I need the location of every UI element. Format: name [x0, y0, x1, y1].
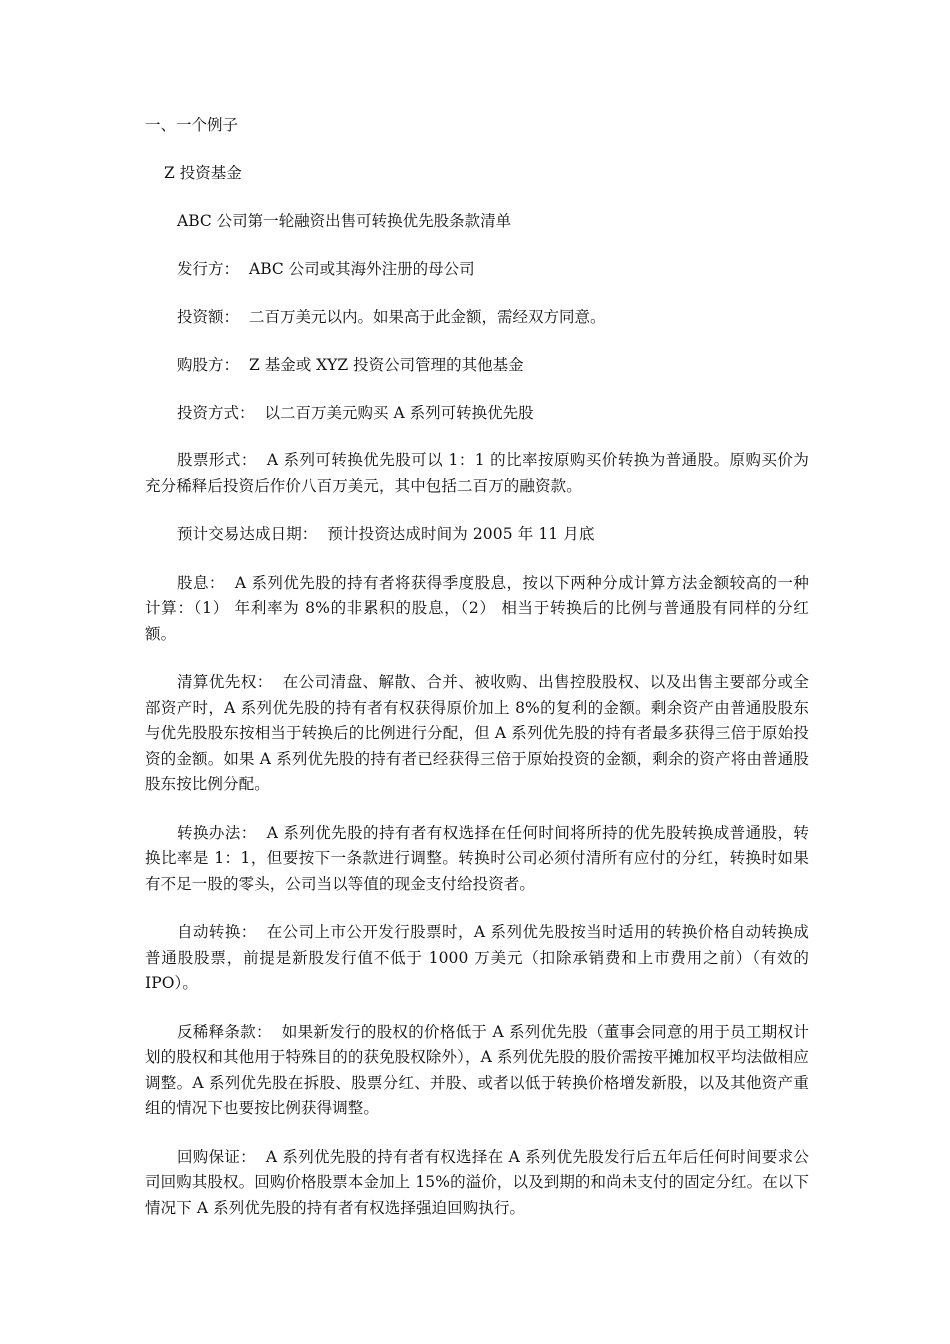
term-label: 投资额： — [177, 308, 240, 326]
clause-closing-date — [145, 522, 809, 548]
clause-share-form — [145, 448, 809, 499]
clause-text: A 系列优先股的持有者有权选择在 A 系列优先股发行后五年后任何时间要求公司回购其股权。回购价格股票本金加上 15%的溢价，以及到期的和尚未支付的固定分红。在以下情况下 A 系列优先股的持有者有权选择强迫回购执行。 — [145, 1147, 809, 1217]
clause-text: A 系列优先股的持有者将获得季度股息，按以下两种分成计算方法金额较高的一种计算：（1） 年利率为 8%的非累积的股息，（2） 相当于转换后的比例与普通股有同样的分红额。 — [145, 573, 809, 643]
section-heading: 一、一个例子 — [145, 116, 239, 134]
clause-label: 转换办法： — [177, 823, 257, 842]
term-purchaser — [145, 352, 809, 379]
clause-liquidation-preference — [145, 670, 809, 798]
fund-name: Z 投资基金 — [164, 164, 242, 182]
clause-text: 如果新发行的股权的价格低于 A 系列优先股（董事会同意的用于员工期权计划的股权和其他用于特殊目的的获免股权除外），A 系列优先股的股价需按平摊加权平均法做相应调整。A 系列优先股在拆股、股票分红、并股、或者以低于转换价格增发新股，以及其他资产重组的情况下也要按比例获得调整。 — [145, 1022, 809, 1117]
clause-conversion — [145, 821, 809, 898]
clause-redemption — [145, 1145, 809, 1222]
clause-text: A 系列可转换优先股可以 1：1 的比率按原购买价转换为普通股。原购买价为充分稀释后投资后作价八百万美元，其中包括二百万的融资款。 — [145, 451, 809, 495]
term-label: 购股方： — [177, 356, 240, 374]
clause-label: 预计交易达成日期： — [177, 525, 318, 543]
clause-label: 股票形式： — [177, 451, 257, 469]
clause-dividends — [145, 571, 809, 648]
clause-anti-dilution — [145, 1020, 809, 1122]
document-body — [145, 112, 809, 1244]
clause-label: 回购保证： — [177, 1147, 256, 1166]
term-investment-amount — [145, 304, 809, 331]
term-value: Z 基金或 XYZ 投资公司管理的其他基金 — [249, 356, 524, 374]
term-value: ABC 公司或其海外注册的母公司 — [249, 260, 475, 278]
clause-label: 股息： — [177, 573, 225, 592]
clause-text: A 系列优先股的持有者有权选择在任何时间将所持的优先股转换成普通股，转换比率是 1：1，但要按下一条款进行调整。转换时公司必须付清所有应付的分红，转换时如果有不足一股的零头，公司当以等值的现金支付给投资者。 — [145, 823, 809, 893]
term-label: 发行方： — [177, 260, 240, 278]
term-issuer — [145, 256, 809, 283]
term-value: 二百万美元以内。如果高于此金额，需经双方同意。 — [249, 308, 606, 326]
clause-label: 自动转换： — [177, 923, 257, 941]
clause-label: 反稀释条款： — [177, 1022, 272, 1041]
clause-text: 在公司清盘、解散、合并、被收购、出售控股股权、以及出售主要部分或全部资产时，A 系列优先股的持有者有权获得原价加上 8%的复利的金额。剩余资产由普通股股东与优先股股东按相当于转换后的比例进行分配，但 A 系列优先股的持有者最多获得三倍于原始投资的金额。如果 A 系列优先股的持有者已经获得三倍于原始投资的金额，剩余的资产将由普通股股东按比例分配。 — [145, 673, 809, 793]
term-value: 以二百万美元购买 A 系列可转换优先股 — [264, 404, 534, 422]
term-label: 投资方式： — [177, 404, 255, 422]
term-investment-method — [145, 400, 809, 427]
document-title: ABC 公司第一轮融资出售可转换优先股条款清单 — [177, 212, 512, 230]
clause-text: 在公司上市公开发行股票时，A 系列优先股按当时适用的转换价格自动转换成普通股股票，前提是新股发行值不低于 1000 万美元（扣除承销费和上市费用之前）（有效的 IPO）。 — [145, 923, 809, 992]
clause-label: 清算优先权： — [177, 673, 273, 691]
clause-text: 预计投资达成时间为 2005 年 11 月底 — [327, 525, 595, 543]
clause-automatic-conversion — [145, 920, 809, 997]
